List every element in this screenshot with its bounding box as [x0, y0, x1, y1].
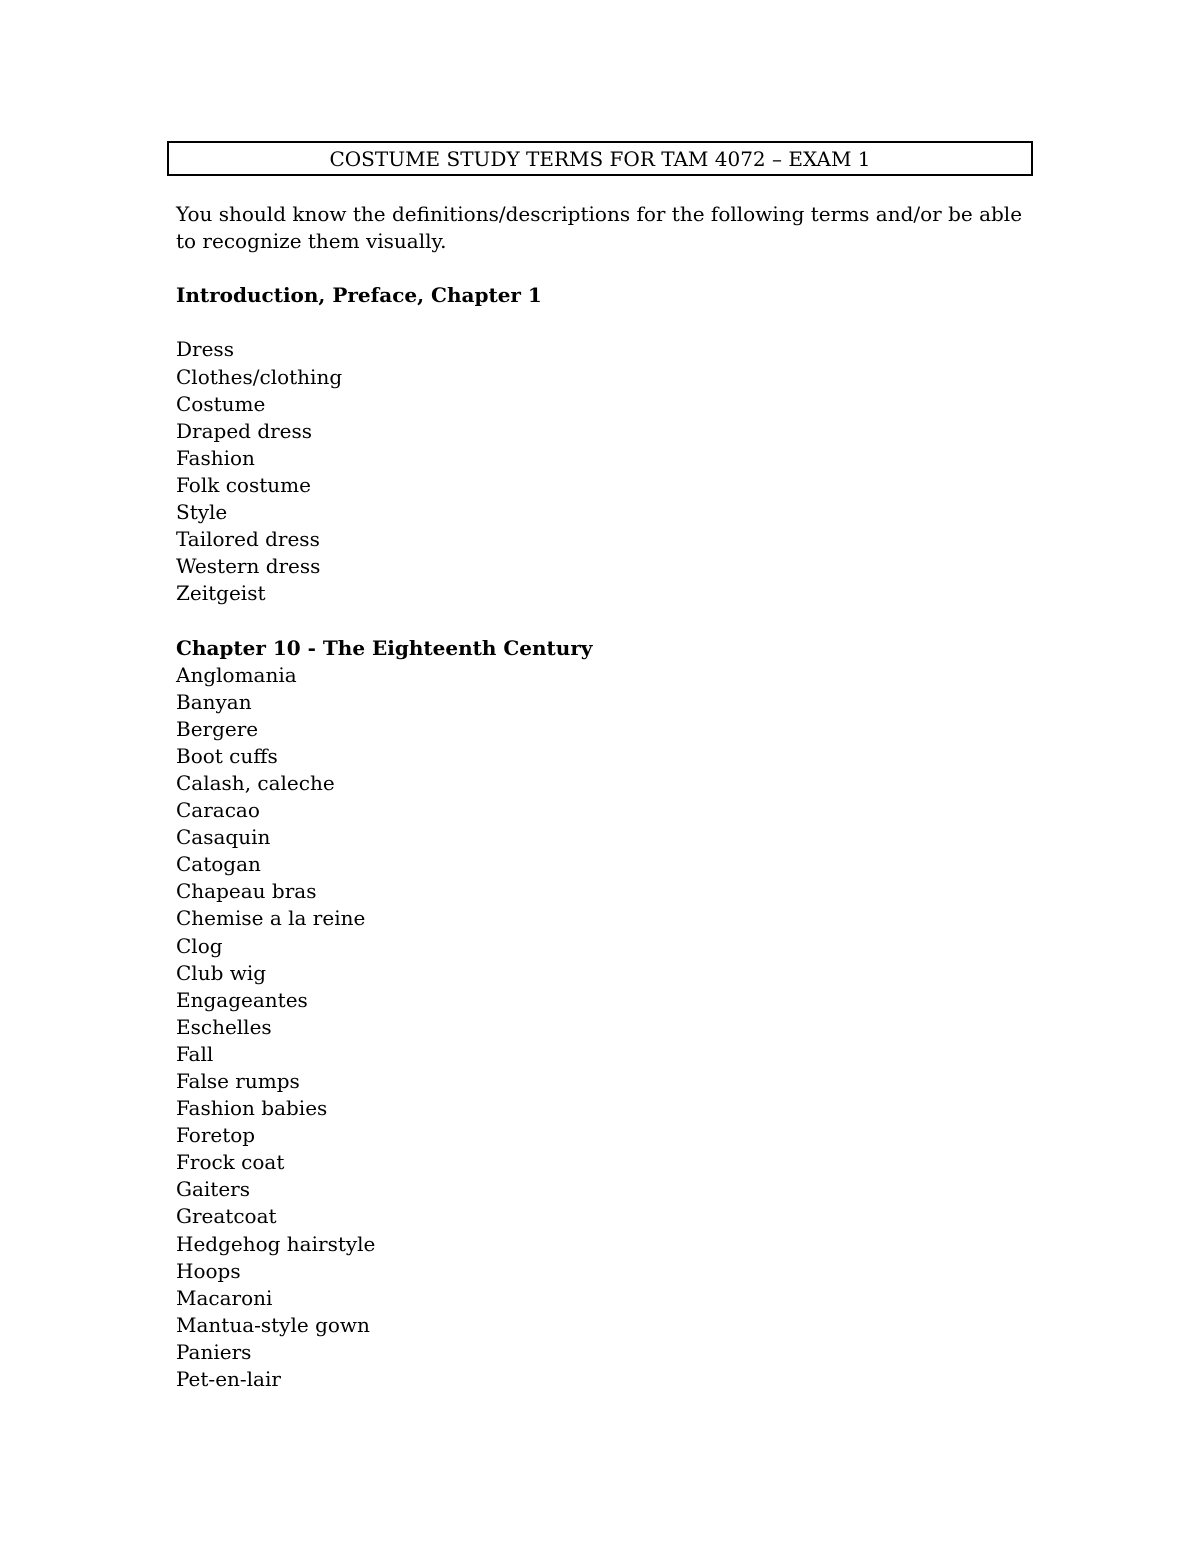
title-box [167, 141, 1033, 176]
term-list-intro [176, 336, 1036, 607]
term-item: Casaquin [176, 825, 271, 850]
term-item: Calash, caleche [176, 770, 335, 795]
term-item: Clog [176, 933, 223, 958]
spacer [176, 607, 1036, 634]
term-list-chapter-10 [176, 662, 1036, 1394]
term-item: Macaroni [176, 1285, 273, 1310]
section-heading-intro: Introduction, Preface, Chapter 1 [176, 283, 542, 308]
term-item: Draped dress [176, 418, 313, 443]
term-item: Chemise a la reine [176, 906, 366, 931]
term-item: Boot cuffs [176, 743, 278, 768]
term-item: Pet-en-lair [176, 1367, 281, 1392]
term-item: Style [176, 500, 228, 525]
term-item: Dress [176, 337, 234, 362]
term-item: Frock coat [176, 1150, 285, 1175]
term-item: Catogan [176, 852, 261, 877]
term-item: Fall [176, 1041, 214, 1066]
term-item: Costume [176, 391, 266, 416]
term-item: Tailored dress [176, 527, 320, 552]
term-item: Anglomania [176, 662, 297, 687]
term-item: False rumps [176, 1069, 300, 1093]
term-item: Hedgehog hairstyle [176, 1231, 376, 1256]
spacer [176, 255, 1036, 282]
term-item: Club wig [176, 960, 267, 985]
term-item: Chapeau bras [176, 879, 317, 904]
intro-paragraph: You should know the definitions/descriptions for the following terms and/or be able to recognize them visually. [176, 202, 1023, 254]
term-item: Fashion [176, 445, 255, 470]
term-item: Folk costume [176, 472, 311, 497]
term-item: Mantua-style gown [176, 1312, 370, 1337]
term-item: Eschelles [176, 1014, 272, 1039]
term-item: Gaiters [176, 1177, 250, 1202]
term-item: Western dress [176, 554, 321, 579]
term-item: Hoops [176, 1258, 241, 1283]
document-title: COSTUME STUDY TERMS FOR TAM 4072 – EXAM 1 [329, 146, 871, 171]
term-item: Clothes/clothing [176, 364, 343, 389]
term-item: Fashion babies [176, 1096, 328, 1121]
term-item: Caracao [176, 798, 260, 823]
term-item: Bergere [176, 716, 259, 741]
document-body [176, 201, 1036, 1393]
term-item: Zeitgeist [176, 581, 266, 606]
term-item: Banyan [176, 689, 252, 714]
section-heading-chapter-10: Chapter 10 - The Eighteenth Century [176, 635, 593, 660]
term-item: Greatcoat [176, 1204, 277, 1229]
spacer [176, 309, 1036, 336]
term-item: Foretop [176, 1123, 256, 1148]
term-item: Engageantes [176, 987, 308, 1012]
term-item: Paniers [176, 1339, 252, 1364]
